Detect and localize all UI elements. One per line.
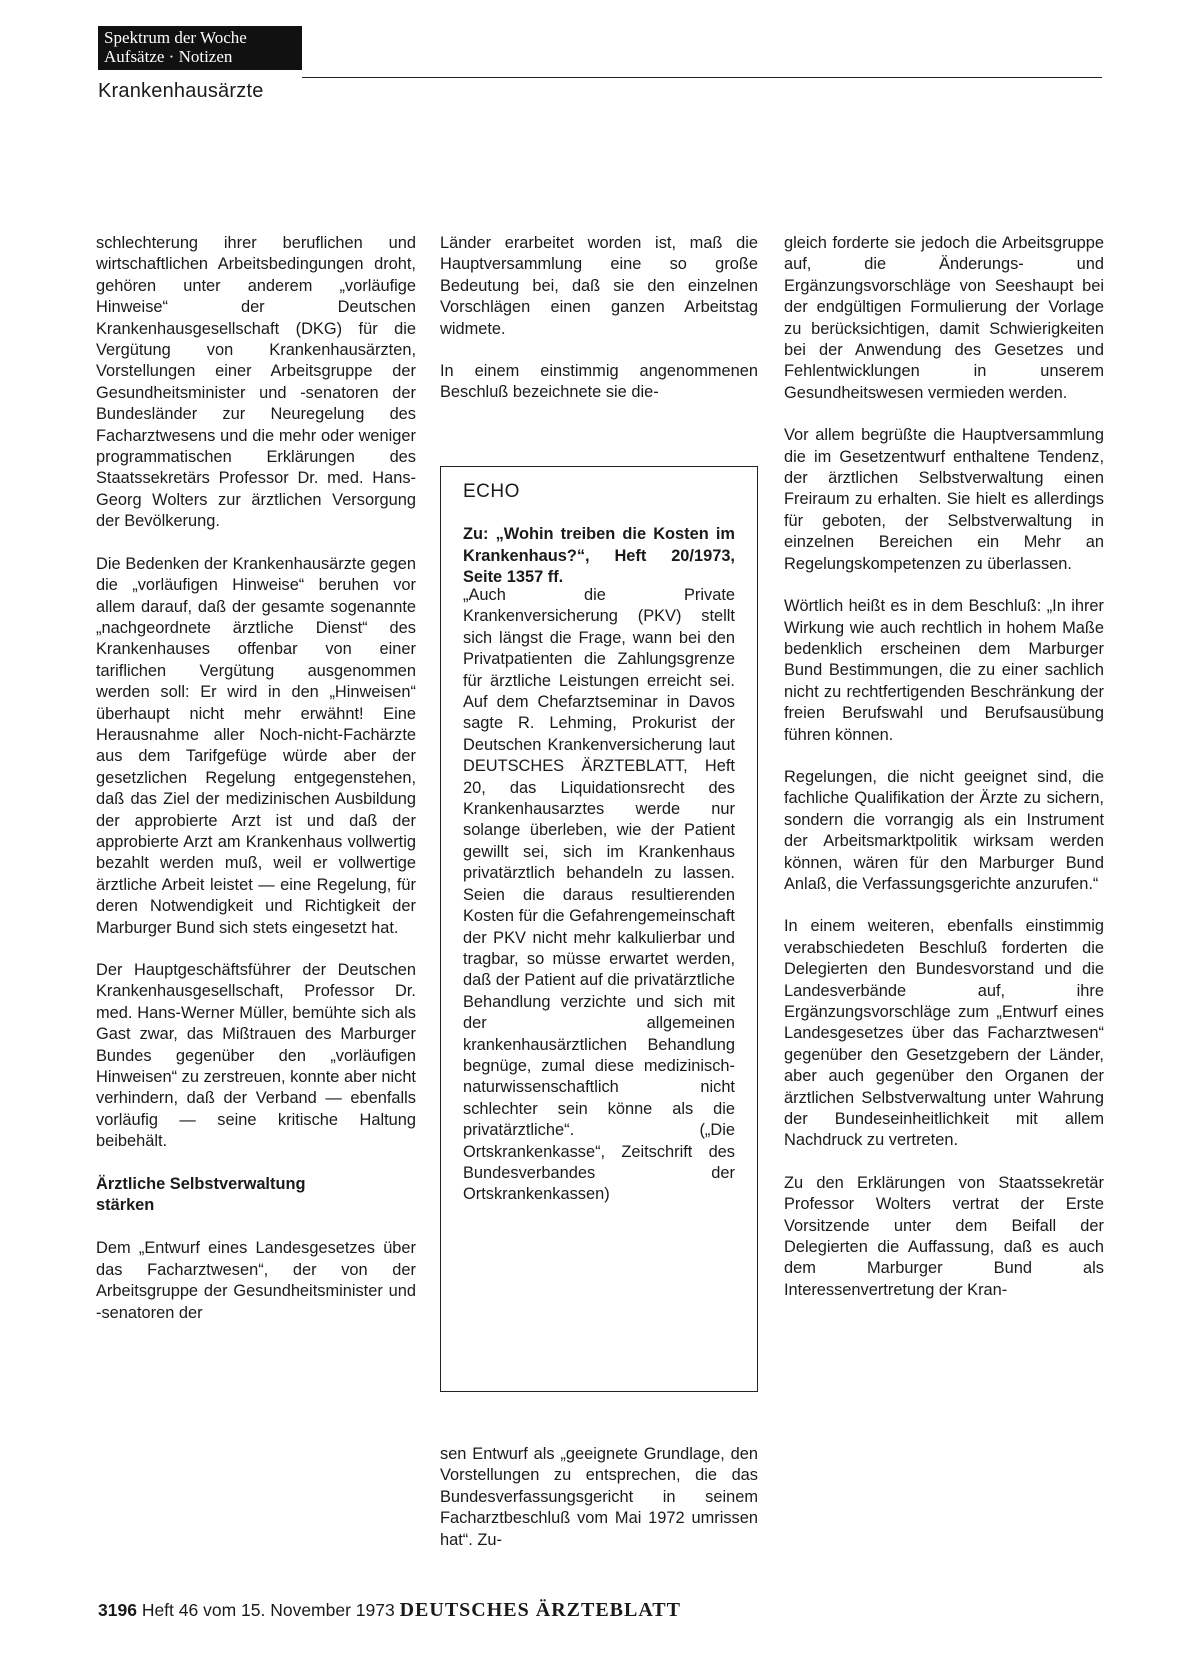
- section-label: Krankenhausärzte: [98, 80, 264, 102]
- column-middle-top: [440, 233, 758, 425]
- header-box-line1: Spektrum der Woche: [104, 28, 247, 47]
- paragraph: sen Entwurf als „geeignete Grundlage, den Vorstellungen zu entsprechen, die das Bundesverfassungsgericht in seinem Facharztbeschluß vom Mai 1972 umrissen hat“. Zu-: [440, 1445, 758, 1549]
- journal-name: DEUTSCHES ÄRZTEBLATT: [399, 1599, 681, 1621]
- subheading: [96, 1174, 416, 1217]
- paragraph: In einem weiteren, ebenfalls einstimmig verabschiedeten Beschluß forderten die Delegierten den Bundesvorstand und die Landesverbände auf, ihre Ergänzungsvorschläge zum „Entwurf eines Landesgesetzes über das Facharztwesen“ gegenüber den Gesetzgebern der Länder, aber auch gegenüber den Organen der ärztlichen Selbstverwaltung unter Wahrung der Bundeseinheitlichkeit mit allem Nachdruck zu vertreten.: [784, 917, 1104, 1150]
- header-rule: [302, 77, 1102, 78]
- column-right: [784, 233, 1104, 1322]
- paragraph: Länder erarbeitet worden ist, maß die Hauptversammlung eine so große Bedeutung bei, daß sie den einzelnen Vorschlägen einen ganzen Arbeitstag widmete.: [440, 234, 758, 338]
- paragraph: Dem „Entwurf eines Landesgesetzes über das Facharztwesen“, der von der Arbeitsgruppe der Gesundheitsminister und -senatoren der: [96, 1239, 416, 1322]
- column-left: [96, 233, 416, 1345]
- issue-info: Heft 46 vom 15. November 1973: [141, 1600, 395, 1620]
- subheading-line2: stärken: [96, 1196, 155, 1215]
- paragraph: schlechterung ihrer beruflichen und wirtschaftlichen Arbeitsbedingungen droht, gehören unter anderem „vorläufige Hinweise“ der Deutschen Krankenhausgesellschaft (DKG) für die Vergütung von Krankenhausärzten, Vorstellungen einer Arbeitsgruppe der Gesundheitsminister und -senatoren der Bundesländer zur Neuregelung des Facharztwesens und die mehr oder weniger programmatischen Erklärungen des Staatssekretärs Professor Dr. med. Hans-Georg Wolters zur ärztlichen Versorgung der Bevölkerung.: [96, 234, 416, 531]
- echo-box: [440, 466, 758, 1204]
- header-box-line2: Aufsätze · Notizen: [104, 47, 233, 66]
- echo-title: ECHO: [463, 481, 520, 502]
- section-header-box: [98, 26, 302, 70]
- subheading-line1: Ärztliche Selbstverwaltung: [96, 1174, 306, 1193]
- column-middle-bottom: [440, 1444, 758, 1572]
- paragraph: Vor allem begrüßte die Hauptversammlung die im Gesetzentwurf enthaltene Tendenz, der ärztlichen Selbstverwaltung einen Freiraum zu erhalten. Sie hielt es allerdings für geboten, der Selbstverwaltung in einzelnen Bereichen ein Mehr an Regelungskompetenzen zu überlassen.: [784, 426, 1104, 573]
- paragraph: Die Bedenken der Krankenhausärzte gegen die „vorläufigen Hinweise“ beruhen vor allem darauf, daß der gesamte sogenannte „nachgeordnete ärztliche Dienst“ des Krankenhauses offenbar von einer tariflichen Vergütung ausgenommen werden soll: Er wird in den „Hinweisen“ überhaupt nicht mehr erwähnt! Eine Herausnahme aller Noch-nicht-Fachärzte aus dem Tarifgefüge würde aber der gesetzlichen Regelung entgegenstehen, daß das Ziel der medizinischen Ausbildung der approbierte Arzt ist und daß der approbierte Arzt am Krankenhaus vollwertig bezahlt werden muß, weil er vollwertige ärztliche Arbeit leistet — eine Regelung, für deren Notwendigkeit und Richtigkeit der Marburger Bund sich stets eingesetzt hat.: [96, 554, 416, 937]
- paragraph: Der Hauptgeschäftsführer der Deutschen Krankenhausgesellschaft, Professor Dr. med. Hans-Werner Müller, bemühte sich als Gast zwar, das Mißtrauen des Marburger Bundes gegenüber den „vorläufigen Hinweisen“ zu zerstreuen, konnte aber nicht verhindern, daß der Verband — ebenfalls vorläufig — seine kritische Haltung beibehält.: [96, 961, 416, 1151]
- page-number: 3196: [98, 1600, 137, 1620]
- echo-quote: „Auch die Private Krankenversicherung (PKV) stellt sich längst die Frage, wann bei den Privatpatienten die Zahlungsgrenze für ärztliche Leistungen erreicht sei. Auf dem Chefarztseminar in Davos sagte R. Lehming, Prokurist der Deutschen Krankenversicherung laut DEUTSCHES ÄRZTEBLATT, Heft 20, das Liquidationsrecht des Krankenhausarztes werde nur solange überleben, wie der Patient gewillt sei, sich im Krankenhaus privatärztlich behandeln zu lassen. Seien die daraus resultierenden Kosten für die Gefahrengemeinschaft der PKV nicht mehr kalkulierbar und tragbar, so müsse erwartet werden, daß der Patient auf die privatärztliche Behandlung verzichte und sich mit der allgemeinen krankenhausärztlichen Behandlung begnüge, zumal diese medizinisch-naturwissenschaftlich nicht schlechter sein könne als die privatärztliche“. („Die Ortskrankenkasse“, Zeitschrift des Bundesverbandes der Ortskrankenkassen): [463, 586, 735, 1204]
- paragraph: Zu den Erklärungen von Staatssekretär Professor Wolters vertrat der Erste Vorsitzende unter dem Beifall der Delegierten die Auffassung, daß es auch dem Marburger Bund als Interessenvertretung der Kran-: [784, 1173, 1104, 1299]
- paragraph: In einem einstimmig angenommenen Beschluß bezeichnete sie die-: [440, 362, 758, 402]
- paragraph: gleich forderte sie jedoch die Arbeitsgruppe auf, die Änderungs- und Ergänzungsvorschläge von Seeshaupt bei der endgültigen Formulierung der Vorlage zu berücksichtigen, damit Schwierigkeiten bei der Anwendung des Gesetzes und Fehlentwicklungen in unserem Gesundheitswesen vermieden werden.: [784, 234, 1104, 402]
- paragraph: Regelungen, die nicht geeignet sind, die fachliche Qualifikation der Ärzte zu sichern, sondern die vorrangig als ein Instrument der Arbeitsmarktpolitik wirksam werden können, wären für den Marburger Bund Anlaß, die Verfassungsgerichte anzurufen.“: [784, 767, 1104, 893]
- echo-box-frame: [440, 702, 758, 1392]
- paragraph: Wörtlich heißt es in dem Beschluß: „In ihrer Wirkung wie auch rechtlich in hohem Maße bedenklich erscheinen dem Marburger Bund Bestimmungen, die zu einer sachlich nicht zu rechtfertigenden Beschränkung der freien Berufswahl und Berufsausübung führen können.: [784, 597, 1104, 744]
- page-footer: [98, 1599, 681, 1622]
- echo-reference: Zu: „Wohin treiben die Kosten im Krankenhaus?“, Heft 20/1973, Seite 1357 ff.: [463, 525, 735, 587]
